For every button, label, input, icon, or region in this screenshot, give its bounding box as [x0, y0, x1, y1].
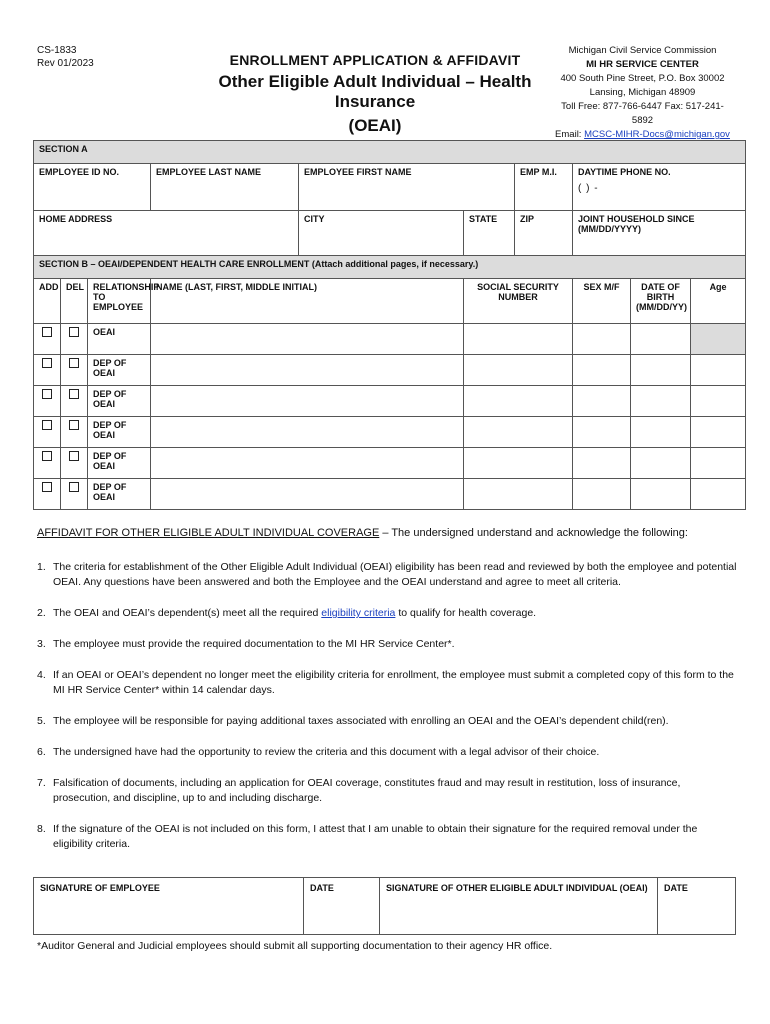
- section-b-header: SECTION B – OEAI/DEPENDENT HEALTH CARE ENROLLMENT (Attach additional pages, if necessary.): [34, 256, 746, 279]
- table-row: [34, 448, 746, 479]
- age-field[interactable]: [691, 386, 746, 417]
- daytime-phone-field[interactable]: [573, 164, 746, 211]
- agency-address2: Lansing, Michigan 48909: [589, 87, 696, 98]
- col-relationship: RELATIONSHIP TO EMPLOYEE: [88, 279, 151, 324]
- phone-format-hint: ( ) -: [578, 183, 599, 194]
- signature-table: [33, 877, 736, 935]
- sex-field[interactable]: [573, 417, 631, 448]
- employee-id-field[interactable]: EMPLOYEE ID NO.: [34, 164, 151, 211]
- del-checkbox[interactable]: [69, 358, 79, 368]
- employee-signature-field[interactable]: SIGNATURE OF EMPLOYEE: [34, 878, 304, 935]
- oeai-signature-field[interactable]: SIGNATURE OF OTHER ELIGIBLE ADULT INDIVIDUAL (OEAI): [380, 878, 658, 935]
- list-item: 6. The undersigned have had the opportunity to review the criteria and this document with a legal advisor of their choice.: [37, 746, 600, 758]
- eligibility-criteria-link[interactable]: eligibility criteria: [321, 607, 396, 619]
- agency-phones: Toll Free: 877-766-6447 Fax: 517-241-5892: [561, 101, 724, 126]
- zip-field[interactable]: ZIP: [515, 211, 573, 256]
- ssn-field[interactable]: [464, 417, 573, 448]
- del-checkbox[interactable]: [69, 389, 79, 399]
- city-field[interactable]: CITY: [299, 211, 464, 256]
- name-field[interactable]: [151, 448, 464, 479]
- list-item: 5. The employee will be responsible for paying additional taxes associated with enrolling an OEAI and the OEAI’s dependent child(ren).: [37, 715, 669, 727]
- col-age: Age: [691, 279, 746, 324]
- table-row: [34, 355, 746, 386]
- relationship-value: DEP OF OEAI: [88, 479, 151, 510]
- relationship-value: OEAI: [88, 324, 151, 355]
- name-field[interactable]: [151, 324, 464, 355]
- agency-center: MI HR SERVICE CENTER: [586, 59, 699, 70]
- state-field[interactable]: STATE: [464, 211, 515, 256]
- sex-field[interactable]: [573, 448, 631, 479]
- name-field[interactable]: [151, 386, 464, 417]
- dob-field[interactable]: [631, 479, 691, 510]
- title-line2: Other Eligible Adult Individual – Health Insurance: [218, 72, 532, 111]
- add-checkbox[interactable]: [42, 420, 52, 430]
- email-link[interactable]: MCSC-MIHR-Docs@michigan.gov: [584, 129, 730, 140]
- dob-field[interactable]: [631, 417, 691, 448]
- sex-field[interactable]: [573, 479, 631, 510]
- list-item: 8. If the signature of the OEAI is not included on this form, I attest that I am unable to obtain their signature for the required removal under the eligibility criteria.: [37, 823, 698, 850]
- agency-block: [555, 44, 730, 142]
- name-field[interactable]: [151, 355, 464, 386]
- employee-mi-field[interactable]: EMP M.I.: [515, 164, 573, 211]
- ssn-field[interactable]: [464, 324, 573, 355]
- employee-date-field[interactable]: DATE: [304, 878, 380, 935]
- footnote: *Auditor General and Judicial employees should submit all supporting documentation to their agency HR office.: [37, 940, 553, 952]
- employee-last-name-field[interactable]: EMPLOYEE LAST NAME: [151, 164, 299, 211]
- add-checkbox[interactable]: [42, 451, 52, 461]
- oeai-date-field[interactable]: DATE: [658, 878, 736, 935]
- ssn-field[interactable]: [464, 386, 573, 417]
- sex-field[interactable]: [573, 386, 631, 417]
- list-item: 4. If an OEAI or OEAI’s dependent no longer meet the eligibility criteria for enrollment, the employee must submit a completed copy of this form to the MI HR Service Center* within 14 calendar days.: [37, 669, 734, 696]
- age-field[interactable]: [691, 355, 746, 386]
- dob-field[interactable]: [631, 386, 691, 417]
- form-number-block: [37, 44, 94, 70]
- form-number: CS-1833: [37, 45, 77, 56]
- relationship-value: DEP OF OEAI: [88, 417, 151, 448]
- email-label: Email:: [555, 129, 582, 140]
- del-checkbox[interactable]: [69, 482, 79, 492]
- form-revision: Rev 01/2023: [37, 58, 94, 69]
- sex-field[interactable]: [573, 324, 631, 355]
- title-line3: (OEAI): [348, 116, 402, 135]
- del-checkbox[interactable]: [69, 327, 79, 337]
- name-field[interactable]: [151, 479, 464, 510]
- affidavit-title: [37, 527, 737, 539]
- add-checkbox[interactable]: [42, 389, 52, 399]
- add-checkbox[interactable]: [42, 482, 52, 492]
- relationship-value: DEP OF OEAI: [88, 355, 151, 386]
- enrollment-form-table: [33, 140, 746, 510]
- daytime-phone-label: DAYTIME PHONE NO.: [578, 167, 671, 177]
- add-checkbox[interactable]: [42, 358, 52, 368]
- age-field: [691, 324, 746, 355]
- list-item: 7. Falsification of documents, including an application for OEAI coverage, constitutes fraud and may result in restitution, loss of insurance, prosecution, and discipline, up to and including discharge.: [37, 777, 681, 804]
- ssn-field[interactable]: [464, 479, 573, 510]
- col-ssn: SOCIAL SECURITY NUMBER: [464, 279, 573, 324]
- title-line1: ENROLLMENT APPLICATION & AFFIDAVIT: [229, 52, 521, 68]
- agency-name: Michigan Civil Service Commission: [568, 45, 717, 56]
- dob-field[interactable]: [631, 448, 691, 479]
- age-field[interactable]: [691, 448, 746, 479]
- col-sex: SEX M/F: [573, 279, 631, 324]
- del-checkbox[interactable]: [69, 420, 79, 430]
- del-checkbox[interactable]: [69, 451, 79, 461]
- age-field[interactable]: [691, 479, 746, 510]
- relationship-value: DEP OF OEAI: [88, 448, 151, 479]
- dob-field[interactable]: [631, 324, 691, 355]
- col-del: DEL: [61, 279, 88, 324]
- name-field[interactable]: [151, 417, 464, 448]
- col-name: NAME (LAST, FIRST, MIDDLE INITIAL): [151, 279, 464, 324]
- col-dob: DATE OF BIRTH (MM/DD/YY): [631, 279, 691, 324]
- table-row: [34, 479, 746, 510]
- ssn-field[interactable]: [464, 355, 573, 386]
- agency-address1: 400 South Pine Street, P.O. Box 30002: [560, 73, 725, 84]
- joint-household-field[interactable]: JOINT HOUSEHOLD SINCE (MM/DD/YYYY): [573, 211, 746, 256]
- list-item: 2. The OEAI and OEAI’s dependent(s) meet all the required eligibility criteria to qualify for health coverage.: [37, 607, 537, 619]
- section-a-header: SECTION A: [34, 141, 746, 164]
- affidavit-heading: AFFIDAVIT FOR OTHER ELIGIBLE ADULT INDIVIDUAL COVERAGE: [37, 527, 380, 539]
- table-row: [34, 324, 746, 355]
- col-add: ADD: [34, 279, 61, 324]
- relationship-value: DEP OF OEAI: [88, 386, 151, 417]
- list-item: 3. The employee must provide the required documentation to the MI HR Service Center*.: [37, 638, 455, 650]
- affidavit-list: [37, 560, 737, 868]
- table-row: [34, 417, 746, 448]
- ssn-field[interactable]: [464, 448, 573, 479]
- employee-first-name-field[interactable]: EMPLOYEE FIRST NAME: [299, 164, 515, 211]
- sex-field[interactable]: [573, 355, 631, 386]
- add-checkbox[interactable]: [42, 327, 52, 337]
- age-field[interactable]: [691, 417, 746, 448]
- form-title: [190, 52, 560, 136]
- home-address-field[interactable]: HOME ADDRESS: [34, 211, 299, 256]
- affidavit-heading-rest: – The undersigned understand and acknowledge the following:: [379, 527, 688, 539]
- dob-field[interactable]: [631, 355, 691, 386]
- table-row: [34, 386, 746, 417]
- list-item: 1. The criteria for establishment of the Other Eligible Adult Individual (OEAI) eligibility has been read and reviewed by both the employee and potential OEAI. Any questions have been answered and both the Employee and the OEAI understand and agree to meet all criteria.: [37, 561, 737, 588]
